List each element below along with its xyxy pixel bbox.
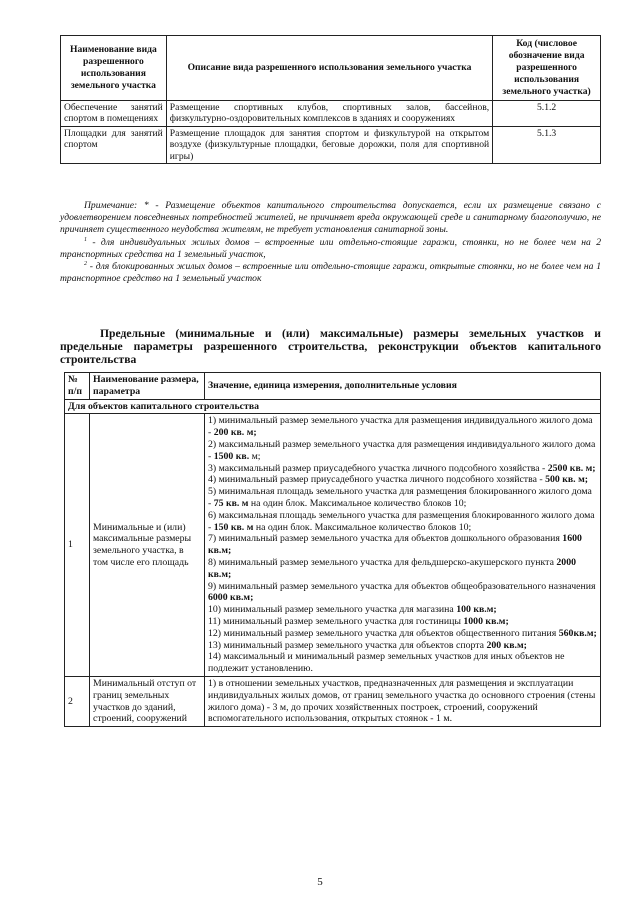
row-code: 5.1.3 — [493, 126, 601, 163]
size-item — [208, 510, 597, 534]
row-num: 1 — [65, 414, 90, 677]
size-item-suffix: на один блок. Максимальное количество блоков 10; — [248, 497, 467, 509]
note-1 — [60, 237, 601, 261]
size-item-suffix: м; — [249, 450, 261, 462]
size-item — [208, 557, 597, 581]
size-item-value: 2500 кв. м; — [547, 462, 596, 474]
land-use-table — [60, 35, 601, 164]
size-item-value: 150 кв. м — [213, 521, 254, 533]
table-row — [65, 414, 601, 677]
note-2-mark: 2 — [84, 260, 87, 267]
size-item-value: 75 кв. м — [213, 497, 249, 509]
size-item-text: 8) минимальный размер земельного участка для фельдшерско-акушерского пункта — [208, 556, 557, 568]
note-1-mark: 1 — [84, 236, 87, 243]
size-item-text: 6) максимальная площадь земельного участка для размещения блокированного жилого дома - — [208, 509, 595, 533]
size-item — [208, 474, 597, 486]
size-item-value: 6000 кв.м; — [208, 592, 254, 604]
table-header-row — [65, 373, 601, 400]
size-item-text: 3) максимальный размер приусадебного участка личного подсобного хозяйства - — [208, 462, 548, 474]
size-item — [208, 640, 597, 652]
table-row — [61, 101, 601, 127]
size-item — [208, 463, 597, 475]
size-item — [208, 628, 597, 640]
table-row — [61, 126, 601, 163]
header-code: Код (числовое обозначение вида разрешенного использования земельного участка) — [493, 36, 601, 101]
size-item-text: 2) максимальный размер земельного участка для размещения индивидуального жилого дома - — [208, 438, 596, 462]
section-title: Для объектов капитального строительства — [65, 399, 601, 414]
page-number: 5 — [317, 876, 323, 888]
row-value — [205, 414, 601, 677]
size-item — [208, 533, 597, 557]
size-item-text: 13) минимальный размер земельного участка для объектов спорта — [208, 639, 487, 651]
row-description: Размещение спортивных клубов, спортивных залов, бассейнов, физкультурно-оздоровительных комплексов в зданиях и сооружениях — [166, 101, 492, 127]
size-item-text: 1) минимальный размер земельного участка для размещения индивидуального жилого дома - — [208, 415, 593, 439]
size-item-value: 200 кв.м; — [486, 639, 527, 651]
size-item-text: 9) минимальный размер земельного участка для объектов общеобразовательного назначения — [208, 580, 596, 592]
size-item-text: 14) максимальный и минимальный размер земельных участков для иных объектов не подлежит установлению. — [208, 651, 565, 675]
row-num: 2 — [65, 676, 90, 726]
header-value: Значение, единица измерения, дополнительные условия — [205, 373, 601, 400]
size-item-value: 1600 кв.м; — [208, 533, 582, 557]
size-item-text: 4) минимальный размер приусадебного участка личного подсобного хозяйства - — [208, 474, 546, 486]
size-item-value: 560кв.м; — [558, 627, 597, 639]
size-item — [208, 415, 597, 439]
size-item-text: 10) минимальный размер земельного участка для магазина — [208, 604, 457, 616]
params-table — [64, 372, 601, 727]
size-item — [208, 486, 597, 510]
size-item-value: 500 кв. м; — [545, 474, 589, 486]
size-item-text: 7) минимальный размер земельного участка для объектов дошкольного образования — [208, 533, 563, 545]
header-description: Описание вида разрешенного использования земельного участка — [166, 36, 492, 101]
row-value: 1) в отношении земельных участков, предназначенных для размещения и эксплуатации индивидуальных жилых домов, от границ земельного участка до основного строения (стены жилого дома) - 3 м, до прочих хозяйственных построек, строений, сооружений вспомогательного использования, открытых стоянок - 1 м. — [205, 676, 601, 726]
size-item-text: 11) минимальный размер земельного участка для гостиницы — [208, 615, 464, 627]
row-name: Площадки для занятий спортом — [61, 126, 167, 163]
size-list — [208, 415, 597, 675]
size-item-text: 12) минимальный размер земельного участка для объектов общественного питания — [208, 627, 559, 639]
table-header-row — [61, 36, 601, 101]
size-item-value: 2000 кв.м; — [208, 556, 576, 580]
size-item-value: 200 кв. м; — [213, 427, 257, 439]
size-item — [208, 651, 597, 675]
notes-block — [60, 200, 601, 285]
size-item — [208, 604, 597, 616]
table-row — [65, 676, 601, 726]
section-heading: Предельные (минимальные и (или) максимальные) размеры земельных участков и предельные параметры разрешенного строительства, реконструкции объектов капитального строительства — [60, 327, 601, 366]
section-row — [65, 399, 601, 414]
header-num: № п/п — [65, 373, 90, 400]
row-name: Обеспечение занятий спортом в помещениях — [61, 101, 167, 127]
size-item — [208, 439, 597, 463]
size-item-suffix: на один блок. Максимальное количество блоков 10; — [253, 521, 472, 533]
note-2 — [60, 261, 601, 285]
row-code: 5.1.2 — [493, 101, 601, 127]
header-param-name: Наименование размера, параметра — [90, 373, 205, 400]
row-param-name: Минимальный отступ от границ земельных участков до зданий, строений, сооружений — [90, 676, 205, 726]
size-item — [208, 616, 597, 628]
note-2-text: - для блокированных жилых домов – встроенные или отдельно-стоящие гаражи, открытые стоянки, но не более чем на 1 транспортное средство на 1 земельный участок — [60, 261, 601, 285]
size-item-text: 5) минимальная площадь земельного участка для размещения блокированного жилого дома - — [208, 486, 592, 509]
row-param-name: Минимальные и (или) максимальные размеры земельного участка, в том числе его площадь — [90, 414, 205, 677]
size-item-value: 1500 кв. — [213, 450, 250, 462]
size-item-value: 1000 кв.м; — [463, 615, 509, 627]
row-description: Размещение площадок для занятия спортом и физкультурой на открытом воздухе (физкультурные площадки, беговые дорожки, поля для спортивной игры) — [166, 126, 492, 163]
note-1-text: - для индивидуальных жилых домов – встроенные или отдельно-стоящие гаражи, стоянки, но не более чем на 2 транспортных средства на 1 земельный участок, — [60, 236, 601, 260]
header-name: Наименование вида разрешенного использования земельного участка — [61, 36, 167, 101]
size-item — [208, 581, 597, 605]
note-main: Примечание: * - Размещение объектов капитального строительства допускается, если их размещение связано с удовлетворением повседневных потребностей жителей, не причиняет вреда окружающей среде и санитарному благополучию, не причиняет существенного неудобства жителям, не требует установления санитарной зоны. — [60, 200, 601, 236]
size-item-value: 100 кв.м; — [456, 604, 497, 616]
